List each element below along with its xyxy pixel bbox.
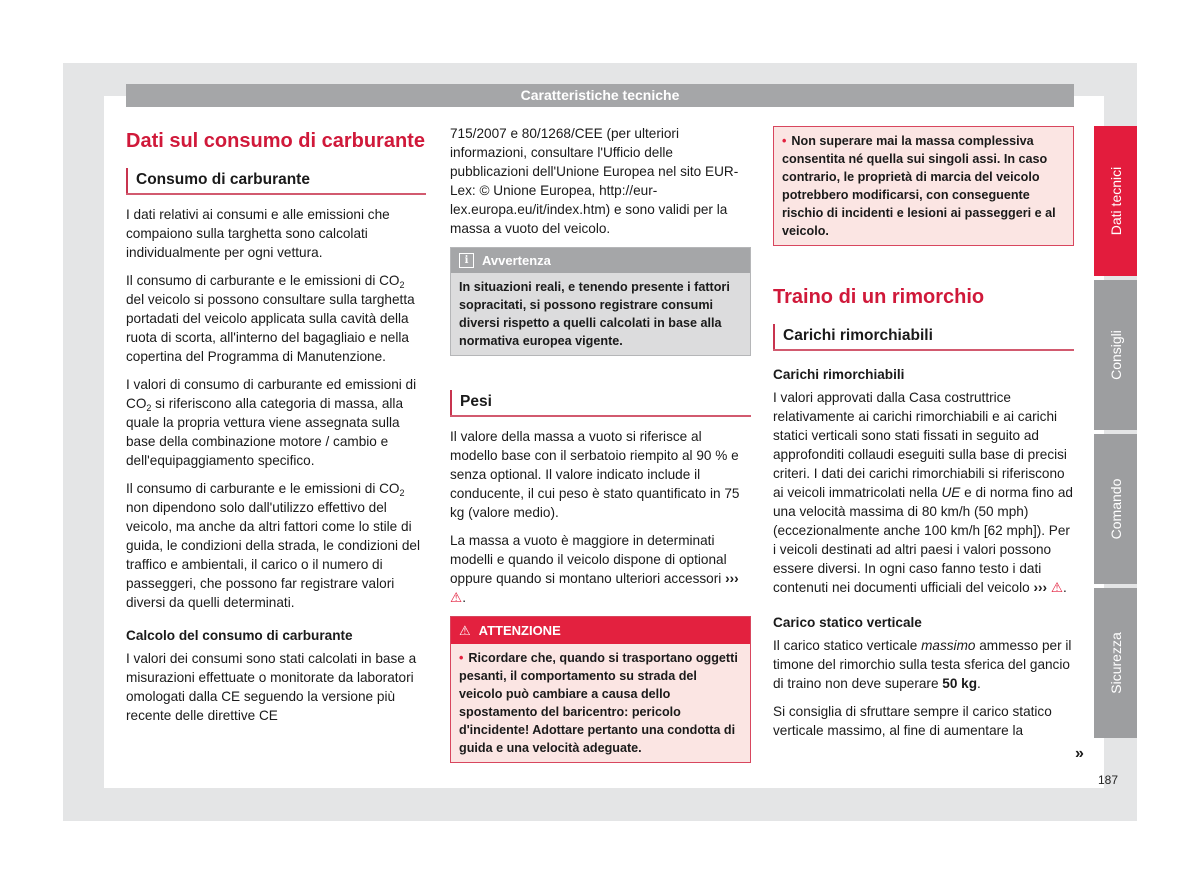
tab-comando[interactable]: Comando — [1094, 434, 1137, 584]
page-number: 187 — [1098, 773, 1119, 787]
warning-title: ATTENZIONE — [478, 623, 561, 638]
continue-icon: » — [1075, 745, 1084, 762]
info-icon: i — [459, 253, 474, 268]
tab-dati-tecnici[interactable]: Dati tecnici — [1094, 126, 1137, 276]
subheading: Carico statico verticale — [773, 615, 922, 630]
subsection-heading: Pesi — [450, 390, 751, 417]
chapter-header: Caratteristiche tecniche — [126, 84, 1074, 107]
note-title: Avvertenza — [482, 253, 551, 268]
tab-consigli[interactable]: Consigli — [1094, 280, 1137, 430]
warning-triangle-icon: ⚠ — [1050, 580, 1064, 595]
warning-body: Non superare mai la massa complessiva consentita né quella sui singoli assi. In caso contrario, le proprietà di marcia del veicolo potrebbero modificarsi, con conseguente rischio di incidenti e lesioni ai passeggeri e al veicolo. — [782, 134, 1056, 238]
paragraph: Si consiglia di sfruttare sempre il carico statico verticale massimo, al fine di aumentare la — [773, 704, 1052, 738]
subsection-heading: Carichi rimorchiabili — [773, 324, 1074, 351]
subheading: Carichi rimorchiabili — [773, 367, 905, 382]
chevron-icon: ››› — [1033, 580, 1048, 595]
warning-triangle-icon: ⚠ — [459, 623, 471, 638]
section-title: Traino di un rimorchio — [773, 286, 985, 308]
chevron-icon: ››› — [725, 571, 739, 586]
bullet-icon: • — [782, 134, 787, 148]
warning-body: Ricordare che, quando si trasportano oggetti pesanti, il comportamento su strada del veicolo può cambiare a causa dello spostamento del baricentro: pericolo d'incidente! Adottare pertanto una condotta di guida e una velocità adeguate. — [459, 651, 738, 755]
subheading: Calcolo del consumo di carburante — [126, 628, 353, 643]
paragraph: Il carico statico verticale massimo ammesso per il timone del rimorchio sulla testa sferica del gancio di traino non deve superare 50 kg. — [773, 638, 1072, 691]
warning-box — [450, 616, 751, 763]
paragraph: I valori di consumo di carburante ed emissioni di $CO_2$ si riferiscono alla categoria di massa, alla quale la propria vettura viene assegnata sulla base della combinazione motore / cambio e dell'equipaggiamento specifico. — [126, 377, 417, 468]
section-title: Dati sul consumo di carburante — [126, 130, 425, 152]
column-2 — [450, 124, 751, 771]
paragraph: I dati relativi ai consumi e alle emissioni che compaiono sulla targhetta sono calcolati individualmente per ogni vettura. — [126, 207, 390, 260]
paragraph: I valori approvati dalla Casa costruttrice relativamente ai carichi rimorchiabili e ai carichi statici verticali sono stati fissati in seguito ad approfonditi collaudi eseguiti sulla base di precisi criteri. I dati dei carichi rimorchiabili si riferiscono ai veicoli immatricolati nella UE e di norma fino ad una velocità massima di 80 km/h (50 mph) (eccezionalmente anche 100 km/h [62 mph]). Per i veicoli destinati ad altri paesi i valori possono essere diversi. In ogni caso fanno testo i dati contenuti nei documenti ufficiali del veicolo ››› ⚠. — [773, 390, 1073, 595]
paragraph: Il valore della massa a vuoto si riferisce al modello base con il serbatoio riempito al 90 % e senza optional. Il valore indicato include il conducente, il cui peso è stato quantificato in 75 kg (valore medio). — [450, 429, 740, 520]
paragraph: I valori dei consumi sono stati calcolati in base a misurazioni effettuate o monitorate da laboratori omologati dalla CE seguendo la versione più recente delle direttive CE — [126, 651, 417, 723]
warning-triangle-icon: ⚠ — [450, 590, 463, 605]
subsection-heading: Consumo di carburante — [126, 168, 426, 195]
note-body: In situazioni reali, e tenendo presente i fattori sopracitati, si possono registrare consumi diversi rispetto a quelli calcolati in base alla normativa europea vigente. — [459, 280, 730, 348]
warning-box-continued — [773, 126, 1074, 246]
paragraph: Il consumo di carburante e le emissioni di $CO_2$ del veicolo si possono consultare sulla targhetta portadati del veicolo applicata sulla cavità della ruota di scorta, all'interno del bagagliaio e nella copertina del Programma di Manutenzione. — [126, 273, 415, 364]
bullet-icon: • — [459, 651, 464, 665]
column-3 — [773, 124, 1074, 749]
paragraph: Il consumo di carburante e le emissioni di $CO_2$ non dipendono solo dall'utilizzo effettivo del veicolo, ma anche da altri fattori come lo stile di guida, le condizioni della strada, le condizioni del traffico e ambientali, il carico o il numero di passeggeri, che possono far registrare valori diversi da quelli determinati. — [126, 481, 420, 610]
column-1 — [126, 124, 426, 734]
note-box — [450, 247, 751, 356]
tab-sicurezza[interactable]: Sicurezza — [1094, 588, 1137, 738]
paragraph: La massa a vuoto è maggiore in determinati modelli e quando il veicolo dispone di optional oppure quando si montano ulteriori accessori ››› ⚠. — [450, 533, 739, 605]
chapter-tabs — [1094, 126, 1137, 742]
paragraph: 715/2007 e 80/1268/CEE (per ulteriori informazioni, consultare l'Ufficio delle pubblicazioni dell'Unione Europea nel sito EUR-Lex: © Unione Europea, http://eur-lex.europa.eu/it/index.htm) e sono validi per la massa a vuoto del veicolo. — [450, 126, 739, 236]
